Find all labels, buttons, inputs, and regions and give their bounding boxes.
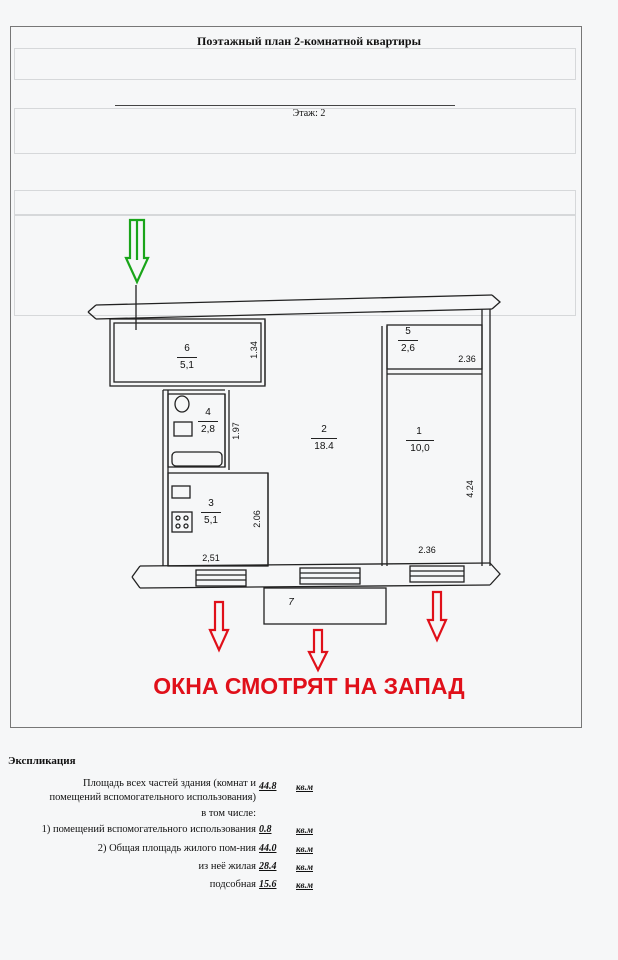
explication-label: 1) помещений вспомогательного использования [41,824,256,835]
explication-value: 44.0 [259,843,277,854]
room-1-length-dim: 2.36 [418,545,436,555]
explication-value: 28.4 [259,861,277,872]
explication-value: 15.6 [259,879,277,890]
explication-unit: кв.м [296,862,313,872]
explication-unit: кв.м [296,782,313,792]
explication-label: в том числе: [201,808,256,819]
arrow-down-icon [309,630,327,670]
room-5-number: 5 [405,326,411,337]
room-2-number: 2 [321,424,327,435]
explication-label: помещений вспомогательного использования) [49,792,256,803]
room-1-divider [406,440,434,441]
windows-direction-notice: ОКНА СМОТРЯТ НА ЗАПАД [153,673,465,699]
explication-unit: кв.м [296,844,313,854]
room-4-divider [198,421,218,422]
room-6-area: 5,1 [180,360,194,371]
entry-arrow-icon [126,220,148,282]
room-2-divider [311,438,337,439]
arrow-down-icon [210,602,228,650]
room-3-area: 5,1 [204,515,218,526]
page-title: Поэтажный план 2-комнатной квартиры [197,34,421,48]
explication-title: Экспликация [8,755,76,767]
room-3-divider [201,512,221,513]
room-5-area: 2,6 [401,343,415,354]
room-5-length-dim: 2.36 [458,354,476,364]
room-6-number: 6 [184,343,190,354]
room-4-width-dim: 1.97 [231,422,241,440]
room-1-number: 1 [416,426,422,437]
room-3-number: 3 [208,498,214,509]
explication-unit: кв.м [296,880,313,890]
room-3-width-dim: 2.06 [252,510,262,528]
explication-label: Площадь всех частей здания (комнат и [82,778,256,789]
arrow-down-icon [428,592,446,640]
explication-value: 0.8 [259,824,272,835]
room-4-number: 4 [205,407,211,418]
explication-label: из неё жилая [198,861,256,872]
room-2-area: 18.4 [314,441,334,452]
explication-value: 44.8 [259,781,277,792]
floor-label: Этаж: 2 [292,108,326,119]
explication-label: подсобная [209,879,256,890]
room-7-number: 7 [288,597,294,608]
room-4-area: 2,8 [201,424,215,435]
explication-label: 2) Общая площадь жилого пом-ния [97,843,256,854]
room-1-area: 10,0 [410,443,430,454]
room-6-height-dim: 1.34 [249,341,259,359]
room-5-divider [398,340,418,341]
room-6-divider [177,357,197,358]
explication-unit: кв.м [296,825,313,835]
room-1-width-dim: 4.24 [465,480,475,498]
room-3-length-dim: 2,51 [202,553,220,563]
